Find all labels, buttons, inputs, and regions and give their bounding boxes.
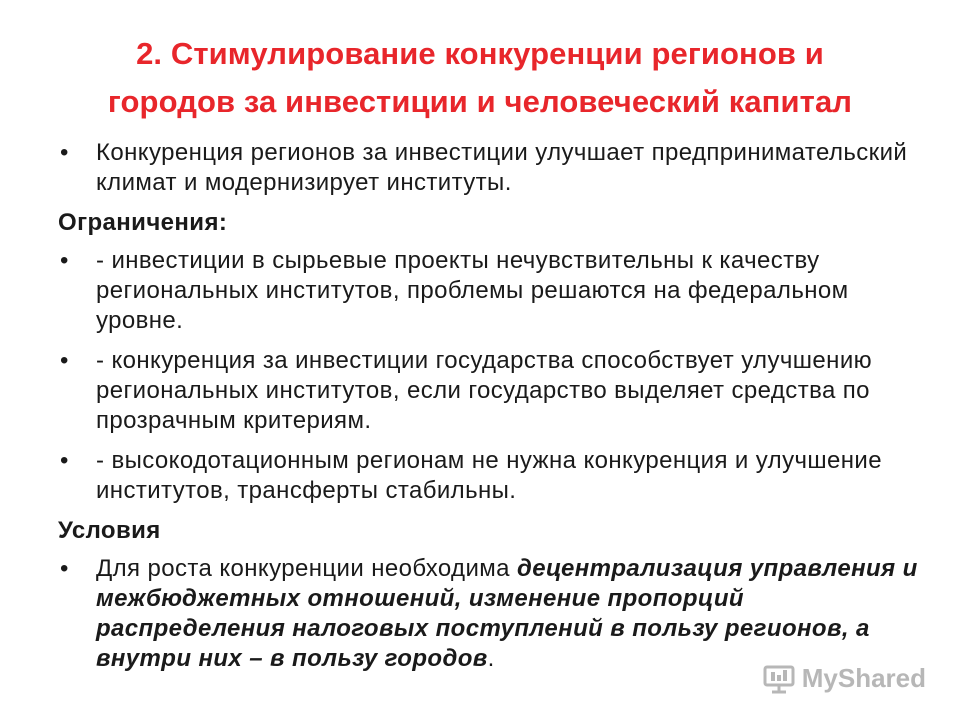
bullet: •	[60, 139, 69, 166]
list-item	[58, 554, 918, 674]
watermark	[762, 663, 926, 694]
bullet: •	[60, 347, 69, 374]
item-text: - конкуренция за инвестиции государства способствует улучшению региональных институтов, если государство выделяет средства по прозрачным критериям.	[96, 347, 873, 434]
slide-content	[58, 138, 918, 684]
condition-emphasis: децентрализация управления и межбюджетных отношений, изменение пропорций распределения налоговых поступлений в пользу регионов, а внутри них – в пользу городов	[96, 555, 918, 672]
list-item	[58, 246, 918, 336]
condition-end: .	[487, 645, 495, 672]
presentation-icon	[762, 664, 796, 694]
item-text: Конкуренция регионов за инвестиции улучшает предпринимательский климат и модернизирует институты.	[96, 139, 908, 196]
list-item	[58, 446, 918, 506]
conditions-heading: Условия	[58, 517, 161, 544]
condition-plain: Для роста конкуренции необходима	[96, 555, 517, 582]
bullet: •	[60, 447, 69, 474]
list-item	[58, 346, 918, 436]
bullet: •	[60, 247, 69, 274]
item-text: - инвестиции в сырьевые проекты нечувствительны к качеству региональных институтов, проблемы решаются на федеральном уровне.	[96, 247, 849, 334]
list-item	[58, 138, 918, 198]
slide-title	[0, 30, 960, 126]
title-line-2: городов за инвестиции и человеческий капитал	[107, 84, 853, 119]
limits-heading: Ограничения:	[58, 209, 228, 236]
item-text: - высокодотационным регионам не нужна конкуренция и улучшение институтов, трансферты стабильны.	[96, 447, 882, 504]
watermark-text: MyShared	[801, 663, 926, 693]
title-line-1: 2. Стимулирование конкуренции регионов и	[136, 36, 824, 71]
item-text	[96, 555, 918, 672]
bullet: •	[60, 555, 69, 582]
